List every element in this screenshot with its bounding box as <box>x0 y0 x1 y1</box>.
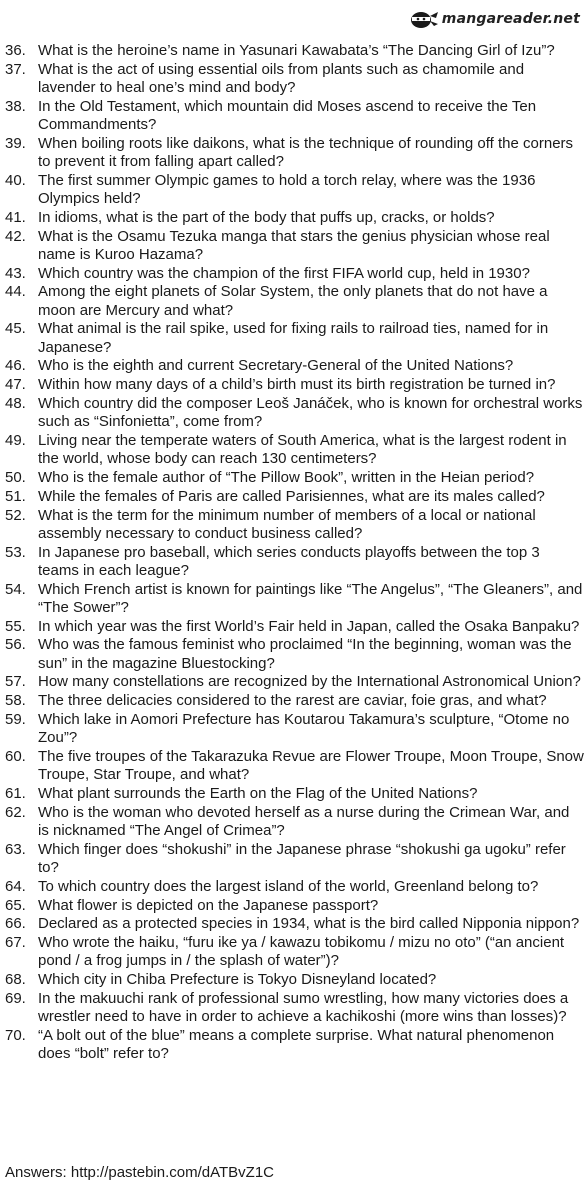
question-text: What animal is the rail spike, used for fixing rails to railroad ties, named for in Japanese? <box>38 320 549 356</box>
question-text: Which country did the composer Leoš Janáček, who is known for orchestral works such as “Sinfonietta”, come from? <box>38 394 583 431</box>
question-number: 37. <box>5 60 26 78</box>
question-number: 52. <box>5 506 26 524</box>
question-item <box>0 135 588 171</box>
question-item <box>0 395 588 431</box>
question-item <box>0 785 588 803</box>
question-number: 38. <box>5 97 26 115</box>
question-number: 66. <box>5 915 26 933</box>
question-number: 39. <box>5 134 26 152</box>
question-number: 41. <box>5 208 26 226</box>
question-text: What is the act of using essential oils from plants such as chamomile and lavender to heal one’s mind and body? <box>38 60 525 96</box>
question-item <box>0 61 588 97</box>
question-text: What is the heroine’s name in Yasunari Kawabata’s “The Dancing Girl of Izu”? <box>38 42 555 59</box>
question-text: Who is the female author of “The Pillow Book”, written in the Heian period? <box>38 468 535 486</box>
question-item <box>0 934 588 970</box>
question-number: 54. <box>5 580 26 598</box>
question-text: What is the Osamu Tezuka manga that stars the genius physician whose real name is Kuroo Hazama? <box>38 227 550 263</box>
question-text: Who was the famous feminist who proclaimed “In the beginning, woman was the sun” in the magazine Bluestocking? <box>38 636 572 672</box>
question-item <box>0 581 588 617</box>
question-text: Who is the woman who devoted herself as a nurse during the Crimean War, and is nicknamed “The Angel of Crimea”? <box>38 803 570 839</box>
question-item <box>0 376 588 394</box>
question-text: In idioms, what is the part of the body that puffs up, cracks, or holds? <box>38 208 495 226</box>
site-logo[interactable] <box>409 6 580 32</box>
question-item <box>0 878 588 896</box>
question-number: 55. <box>5 617 26 635</box>
question-number: 49. <box>5 431 26 449</box>
question-text: Which lake in Aomori Prefecture has Koutarou Takamura’s sculpture, “Otome no Zou”? <box>38 710 570 747</box>
question-text: To which country does the largest island of the world, Greenland belong to? <box>38 877 539 895</box>
question-text: Which finger does “shokushi” in the Japanese phrase “shokushi ga ugoku” refer to? <box>38 840 566 876</box>
question-number: 45. <box>5 320 26 338</box>
question-item <box>0 748 588 784</box>
question-number: 63. <box>5 840 26 858</box>
question-text: What is the term for the minimum number of members of a local or national assembly necessary to conduct business called? <box>38 506 536 542</box>
question-item <box>0 507 588 543</box>
question-number: 40. <box>5 171 26 189</box>
question-text: The first summer Olympic games to hold a torch relay, where was the 1936 Olympics held? <box>38 171 536 207</box>
question-item <box>0 1027 588 1063</box>
question-item <box>0 320 588 356</box>
question-number: 64. <box>5 877 26 895</box>
question-number: 62. <box>5 803 26 821</box>
question-number: 57. <box>5 673 26 691</box>
question-text: What plant surrounds the Earth on the Flag of the United Nations? <box>38 784 478 802</box>
question-text: Among the eight planets of Solar System, the only planets that do not have a moon are Mercury and what? <box>38 283 548 319</box>
question-number: 69. <box>5 989 26 1007</box>
question-item <box>0 209 588 227</box>
question-text: In the makuuchi rank of professional sumo wrestling, how many victories does a wrestler need to have in order to achieve a kachikoshi (more wins than losses)? <box>38 989 569 1026</box>
question-text: When boiling roots like daikons, what is the technique of rounding off the corners to prevent it from falling apart called? <box>38 134 574 170</box>
question-number: 68. <box>5 971 26 989</box>
question-item <box>0 432 588 468</box>
question-item <box>0 897 588 915</box>
question-item <box>0 265 588 283</box>
question-item <box>0 636 588 672</box>
question-number: 36. <box>5 42 26 59</box>
question-item <box>0 971 588 989</box>
question-item <box>0 673 588 691</box>
question-item <box>0 172 588 208</box>
question-number: 53. <box>5 543 26 561</box>
question-text: How many constellations are recognized by the International Astronomical Union? <box>38 673 581 691</box>
question-item <box>0 692 588 710</box>
question-item <box>0 544 588 580</box>
question-text: Which city in Chiba Prefecture is Tokyo Disneyland located? <box>38 971 437 989</box>
logo-text: mangareader.net <box>441 11 580 27</box>
question-item <box>0 915 588 933</box>
question-item <box>0 804 588 840</box>
question-number: 60. <box>5 747 26 765</box>
question-item <box>0 990 588 1026</box>
question-item <box>0 98 588 134</box>
question-number: 70. <box>5 1026 26 1044</box>
answers-link[interactable]: Answers: http://pastebin.com/dATBvZ1C <box>5 1164 274 1181</box>
question-text: The three delicacies considered to the rarest are caviar, foie gras, and what? <box>38 692 547 710</box>
question-item <box>0 488 588 506</box>
question-number: 48. <box>5 394 26 412</box>
question-number: 58. <box>5 692 26 710</box>
question-item <box>0 711 588 747</box>
question-item <box>0 841 588 877</box>
question-text: The five troupes of the Takarazuka Revue are Flower Troupe, Moon Troupe, Snow Troupe, Star Troupe, and what? <box>38 747 584 784</box>
question-text: In the Old Testament, which mountain did Moses ascend to receive the Ten Commandments? <box>38 97 537 133</box>
question-text: In which year was the first World’s Fair held in Japan, called the Osaka Banpaku? <box>38 617 580 635</box>
question-number: 59. <box>5 710 26 728</box>
question-number: 43. <box>5 264 26 282</box>
question-number: 51. <box>5 487 26 505</box>
question-item <box>0 357 588 375</box>
question-text: “A bolt out of the blue” means a complete surprise. What natural phenomenon does “bolt” refer to? <box>38 1026 555 1063</box>
question-item <box>0 283 588 319</box>
question-item <box>0 42 588 60</box>
question-text: Living near the temperate waters of South America, what is the largest rodent in the world, whose body can reach 130 centimeters? <box>38 431 567 468</box>
question-item <box>0 618 588 636</box>
question-text: Which French artist is known for paintings like “The Angelus”, “The Gleaners”, and “The Sower”? <box>38 580 583 616</box>
question-text: Who wrote the haiku, “furu ike ya / kawazu tobikomu / mizu no oto” (“an ancient pond / a frog jumps in / the splash of water”)? <box>38 934 565 970</box>
question-number: 44. <box>5 283 26 301</box>
question-item <box>0 469 588 487</box>
question-number: 50. <box>5 468 26 486</box>
question-number: 67. <box>5 934 26 952</box>
ninja-mascot-icon <box>409 7 439 31</box>
question-number: 47. <box>5 376 26 394</box>
question-number: 65. <box>5 896 26 914</box>
question-text: While the females of Paris are called Parisiennes, what are its males called? <box>38 487 545 505</box>
question-item <box>0 228 588 264</box>
question-text: What flower is depicted on the Japanese passport? <box>38 896 379 914</box>
question-text: Who is the eighth and current Secretary-General of the United Nations? <box>38 357 514 375</box>
question-number: 42. <box>5 227 26 245</box>
question-number: 46. <box>5 357 26 375</box>
question-text: Which country was the champion of the first FIFA world cup, held in 1930? <box>38 264 530 282</box>
question-text: Declared as a protected species in 1934, what is the bird called Nipponia nippon? <box>38 915 580 933</box>
question-list <box>0 42 588 1064</box>
question-number: 61. <box>5 784 26 802</box>
question-text: In Japanese pro baseball, which series conducts playoffs between the top 3 teams in each league? <box>38 543 540 579</box>
question-text: Within how many days of a child’s birth must its birth registration be turned in? <box>38 376 556 394</box>
question-number: 56. <box>5 636 26 654</box>
